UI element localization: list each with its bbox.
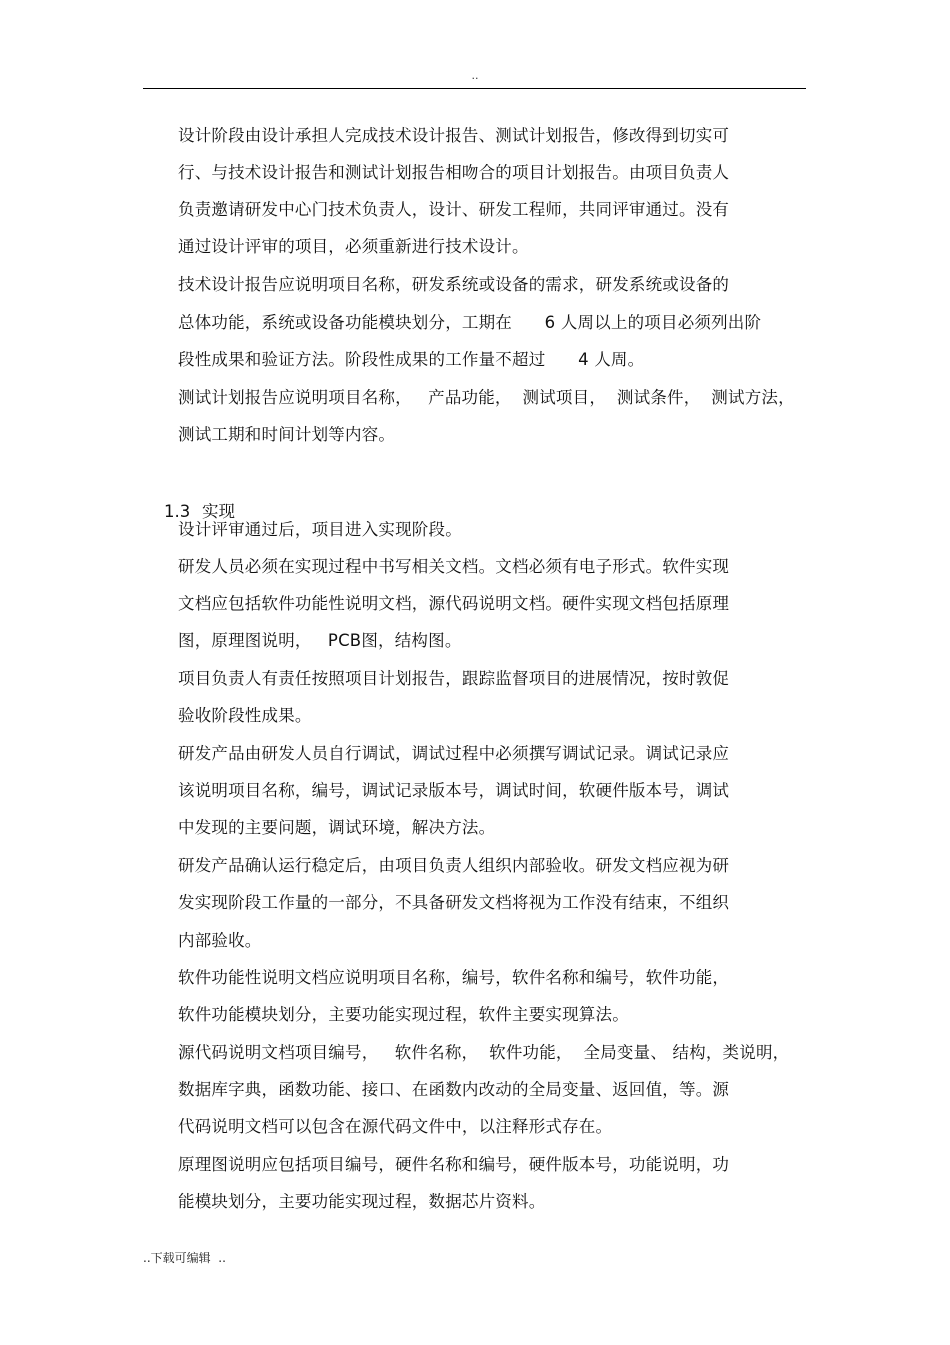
body-line: 测试计划报告应说明项目名称， 产品功能， 测试项目， 测试条件， 测试方法， [178, 388, 795, 407]
body-line: 通过设计评审的项目，必须重新进行技术设计。 [178, 237, 529, 256]
body-line: 项目负责人有责任按照项目计划报告，跟踪监督项目的进展情况，按时敦促 [178, 669, 730, 688]
body-line: 图，原理图说明， PCB图，结构图。 [178, 631, 462, 650]
section-number: 1.3 [163, 502, 191, 521]
body-line: 总体功能，系统或设备功能模块划分，工期在 6 人周以上的项目必须列出阶 [178, 313, 762, 332]
body-line: 代码说明文档可以包含在源代码文件中，以注释形式存在。 [178, 1117, 613, 1136]
body-line: 设计阶段由设计承担人完成技术设计报告、测试计划报告，修改得到切实可 [178, 126, 730, 145]
section-title: 实现 [201, 502, 235, 521]
body-line: 验收阶段性成果。 [178, 706, 312, 725]
body-line: 中发现的主要问题，调试环境，解决方法。 [178, 818, 496, 837]
body-line: 负责邀请研发中心门技术负责人，设计、研发工程师，共同评审通过。没有 [178, 200, 730, 219]
body-line: 段性成果和验证方法。阶段性成果的工作量不超过 4 人周。 [178, 350, 645, 369]
body-line: 能模块划分，主要功能实现过程，数据芯片资料。 [178, 1192, 546, 1211]
body-line: 内部验收。 [178, 931, 262, 950]
body-line: 发实现阶段工作量的一部分，不具备研发文档将视为工作没有结束，不组织 [178, 893, 730, 912]
body-line: 软件功能模块划分，主要功能实现过程，软件主要实现算法。 [178, 1005, 629, 1024]
body-line: 研发人员必须在实现过程中书写相关文档。文档必须有电子形式。软件实现 [178, 557, 730, 576]
header-rule [143, 88, 806, 89]
body-line: 原理图说明应包括项目编号，硬件名称和编号，硬件版本号，功能说明，功 [178, 1155, 730, 1174]
body-line: 源代码说明文档项目编号， 软件名称， 软件功能， 全局变量、 结构，类说明， [178, 1043, 790, 1062]
body-line: 文档应包括软件功能性说明文档，源代码说明文档。硬件实现文档包括原理 [178, 594, 730, 613]
body-line: 行、与技术设计报告和测试计划报告相吻合的项目计划报告。由项目负责人 [178, 163, 730, 182]
body-line: 软件功能性说明文档应说明项目名称，编号，软件名称和编号，软件功能， [178, 968, 730, 987]
body-line: 研发产品由研发人员自行调试，调试过程中必须撰写调试记录。调试记录应 [178, 744, 730, 763]
header-mark: .. [471, 69, 479, 82]
footer-text: ..下载可编辑 .. [143, 1251, 226, 1265]
body-line: 测试工期和时间计划等内容。 [178, 425, 396, 444]
body-line: 数据库字典，函数功能、接口、在函数内改动的全局变量、返回值，等。源 [178, 1080, 730, 1099]
body-line: 该说明项目名称，编号，调试记录版本号，调试时间，软硬件版本号，调试 [178, 781, 730, 800]
body-line: 技术设计报告应说明项目名称，研发系统或设备的需求，研发系统或设备的 [178, 275, 730, 294]
body-line: 设计评审通过后，项目进入实现阶段。 [178, 520, 462, 539]
body-line: 研发产品确认运行稳定后，由项目负责人组织内部验收。研发文档应视为研 [178, 856, 730, 875]
